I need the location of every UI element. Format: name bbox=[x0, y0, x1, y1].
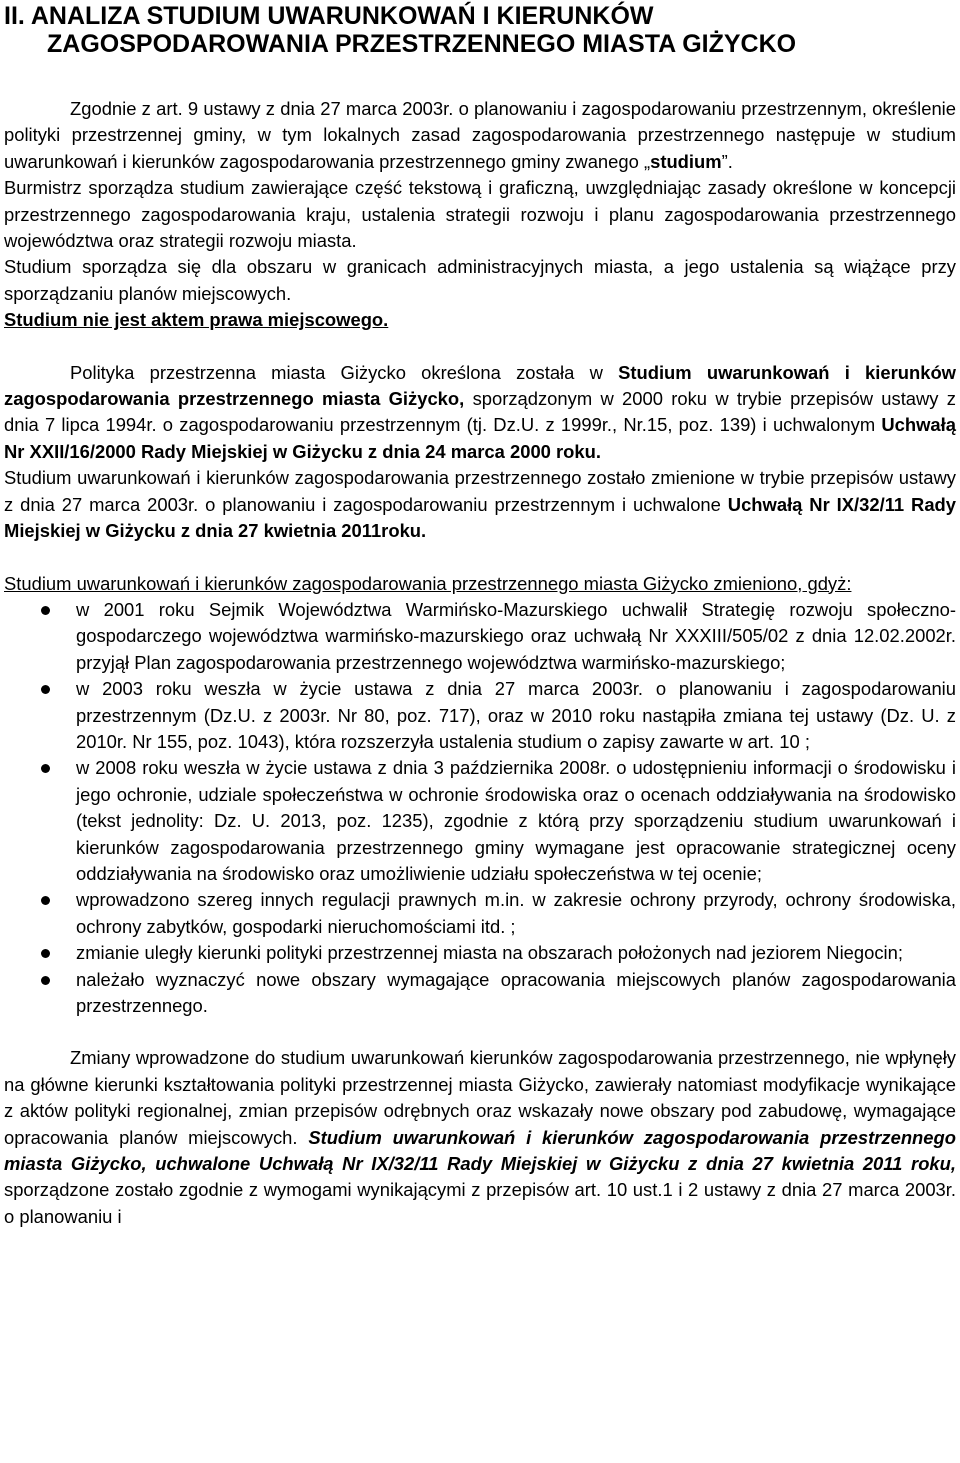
reasons-list bbox=[4, 597, 956, 1020]
paragraph-burmistrz: Burmistrz sporządza studium zawierające część tekstową i graficzną, uwzględniając zasady określone w koncepcji przestrzennego zagospodarowania kraju, ustalenia strategii rozwoju i planu zagospodarowania przestrzennego województwa oraz strategii rozwoju miasta. bbox=[4, 177, 956, 252]
list-item bbox=[76, 755, 956, 887]
list-item-text: zmianie uległy kierunki polityki przestrzennej miasta na obszarach położonych nad jeziorem Niegocin; bbox=[76, 942, 903, 964]
changes-study-title: Studium uwarunkowań i kierunków zagospodarowania przestrzennego miasta Giżycko, uchwalone Uchwałą Nr IX/32/11 Rady Miejskiej w Giżycku z dnia 27 kwietnia 2011 roku, bbox=[4, 1126, 956, 1175]
list-item-text: w 2008 roku weszła w życie ustawa z dnia 3 października 2008r. o udostępnieniu informacji o środowisku i jego ochronie, udziale społeczeństwa w ochronie środowiska oraz o ocenach oddziaływania na środowisko (tekst jednolity: Dz. U. 2013, poz. 1235), zgodnie z którą przy sporządzeniu studium uwarunkowań i kierunków zagospodarowania przestrzennego gminy wymagane jest opracowanie strategicznej oceny oddziaływania na środowisko oraz umożliwienie udziału społeczeństwa w tej ocenie; bbox=[76, 757, 956, 884]
paragraph-scope: Studium sporządza się dla obszaru w granicach administracyjnych miasta, a jego ustalenia są wiążące przy sporządzaniu planów miejscowych. bbox=[4, 256, 956, 304]
paragraph-reasons-intro bbox=[4, 571, 956, 597]
list-item bbox=[76, 940, 956, 966]
heading-line-1: II. ANALIZA STUDIUM UWARUNKOWAŃ I KIERUNKÓW bbox=[4, 2, 654, 30]
studium-term: studium bbox=[650, 150, 722, 172]
policy-study-title: Studium uwarunkowań i kierunków zagospodarowania przestrzennego miasta Giżycko, bbox=[4, 361, 956, 410]
heading-line-2: ZAGOSPODAROWANIA PRZESTRZENNEGO MIASTA GIŻYCKO bbox=[47, 30, 797, 58]
changes-text-a: Zmiany wprowadzone do studium uwarunkowań kierunków zagospodarowania przestrzennego, nie wpłynęły na główne kierunki kształtowania polityki przestrzennej miasta Giżycko, zawierały natomiast modyfikacje wynikające z aktów polityki regionalnej, zmian przepisów odrębnych oraz wskazały nowe obszary pod zabudowę, wymagające opracowania planów miejscowych. bbox=[4, 1047, 956, 1148]
list-item-text: w 2003 roku weszła w życie ustawa z dnia 27 marca 2003r. o planowaniu i zagospodarowaniu przestrzennym (Dz.U. z 2003r. Nr 80, poz. 717), oraz w 2010 roku nastąpiła zmiana tej ustawy (Dz. U. z 2010r. Nr 155, poz. 1043), która rozszerzyła ustalenia studium o zapisy zawarte w art. 10 ; bbox=[76, 678, 956, 752]
paragraph-amendment bbox=[4, 465, 956, 544]
list-item-text: należało wyznaczyć nowe obszary wymagające opracowania miejscowych planów zagospodarowania przestrzennego. bbox=[76, 968, 956, 1016]
not-local-law-statement: Studium nie jest aktem prawa miejscowego. bbox=[4, 309, 389, 331]
list-item-text: wprowadzono szereg innych regulacji prawnych m.in. w zakresie ochrony przyrody, ochrony środowiska, ochrony zabytków, gospodarki nieruchomościami itd. ; bbox=[76, 889, 956, 937]
list-item bbox=[76, 887, 956, 940]
paragraph-changes bbox=[4, 1045, 956, 1230]
list-item bbox=[76, 676, 956, 755]
policy-text-a: Polityka przestrzenna miasta Giżycko określona została w bbox=[70, 361, 619, 383]
amendment-resolution-2011: Uchwałą Nr IX/32/11 Rady Miejskiej w Giżycku z dnia 27 kwietnia 2011roku. bbox=[4, 493, 957, 542]
paragraph-legal-basis bbox=[4, 96, 956, 175]
bullet-icon bbox=[41, 949, 50, 958]
section-heading bbox=[4, 0, 956, 58]
policy-text-c: sporządzonym w 2000 roku w trybie przepisów ustawy z dnia 7 lipca 1994r. o zagospodarowaniu przestrzennym (tj. Dz.U. z 1999r., Nr.15, poz. 139) i uchwalonym bbox=[4, 388, 957, 436]
policy-resolution-2000: Uchwałą Nr XXII/16/2000 Rady Miejskiej w Giżycku z dnia 24 marca 2000 roku. bbox=[4, 414, 956, 462]
amendment-text: Studium uwarunkowań i kierunków zagospodarowania przestrzennego zostało zmienione w trybie przepisów ustawy z dnia 27 marca 2003r. o planowaniu i zagospodarowaniu przestrzennym i uchwalone bbox=[4, 467, 956, 515]
bullet-icon bbox=[41, 976, 50, 985]
bullet-icon bbox=[41, 606, 50, 615]
paragraph-policy bbox=[4, 360, 956, 466]
paragraph-legal-basis-text: Zgodnie z art. 9 ustawy z dnia 27 marca 2003r. o planowaniu i zagospodarowaniu przestrzennym, określenie polityki przestrzennej gminy, w tym lokalnych zasad zagospodarowania przestrzennego następuje w studium uwarunkowań i kierunków zagospodarowania przestrzennego gminy zwanego „ bbox=[4, 98, 956, 172]
reasons-intro-text: Studium uwarunkowań i kierunków zagospodarowania przestrzennego miasta Giżycko zmieniono, gdyż: bbox=[4, 572, 852, 594]
bullet-icon bbox=[41, 764, 50, 773]
list-item bbox=[76, 597, 956, 676]
paragraph-not-local-law bbox=[4, 307, 956, 333]
changes-text-c: sporządzone zostało zgodnie z wymogami wynikającymi z przepisów art. 10 ust.1 i 2 ustawy z dnia 27 marca 2003r. o planowaniu i bbox=[4, 1179, 956, 1227]
list-item bbox=[76, 967, 956, 1020]
bullet-icon bbox=[41, 685, 50, 694]
list-item-text: w 2001 roku Sejmik Województwa Warmińsko-Mazurskiego uchwalił Strategię rozwoju społeczno-gospodarczego województwa warmińsko-mazurskiego oraz uchwałą Nr XXXIII/505/02 z dnia 12.02.2002r. przyjął Plan zagospodarowania przestrzennego województwa warmińsko-mazurskiego; bbox=[76, 598, 956, 673]
paragraph-legal-basis-tail: ”. bbox=[721, 150, 733, 172]
bullet-icon bbox=[41, 896, 50, 905]
